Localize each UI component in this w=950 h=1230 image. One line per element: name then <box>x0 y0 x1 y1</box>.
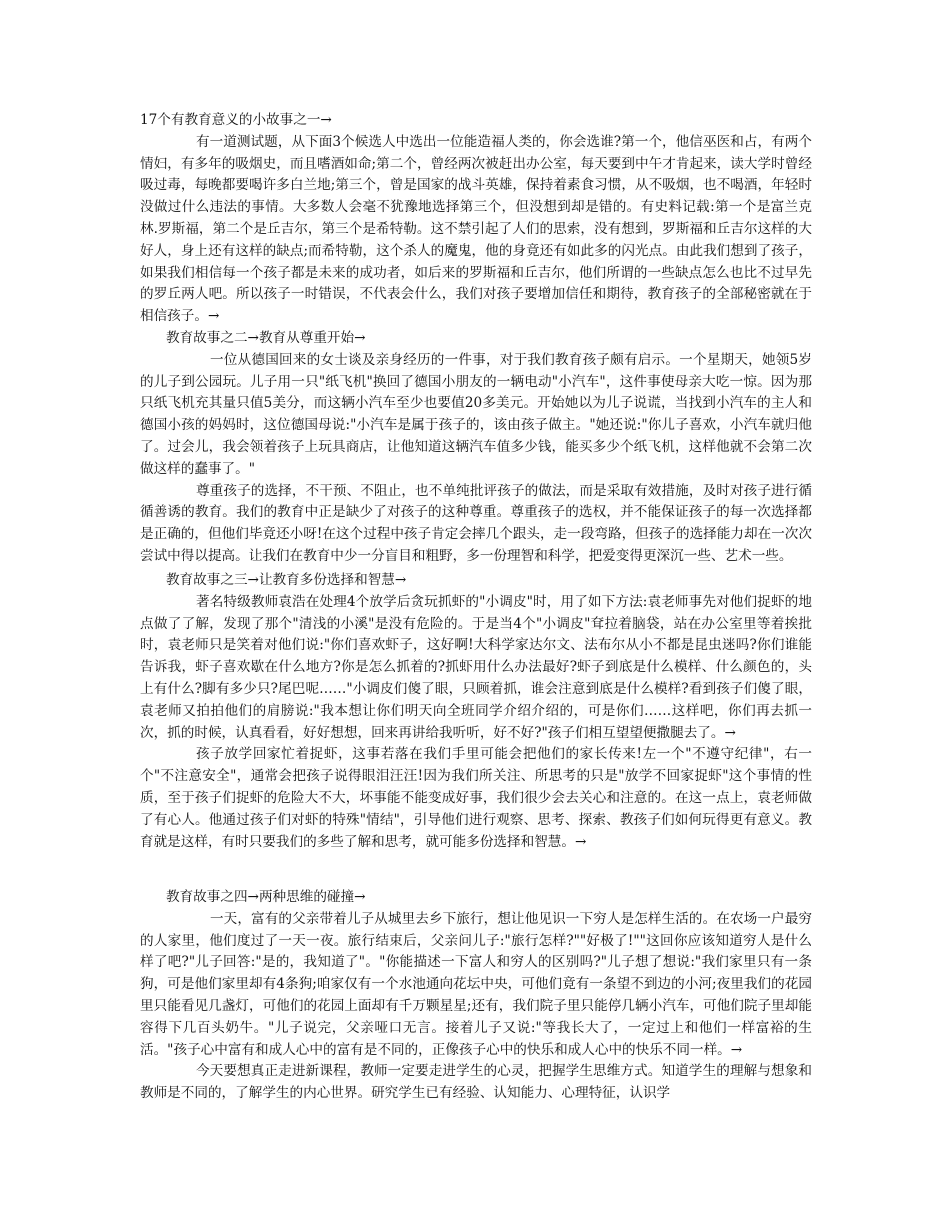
story-3-paragraph-1: 著名特级教师袁浩在处理4个放学后贪玩抓虾的"小调皮"时，用了如下方法:袁老师事先对他们捉虾的地点做了了解，发现了那个"清浅的小溪"是没有危险的。于是当4个"小调皮"耷拉着脑袋，站在办公室里等着挨批时，袁老师只是笑着对他们说:"你们喜欢虾子，这好啊!大科学家达尔文、法布尔从小不都是昆虫迷吗?你们谁能告诉我，虾子喜欢歇在什么地方?你是怎么抓着的?抓虾用什么办法最好?虾子到底是什么模样、什么颜色的，头上有什么?脚有多少只?尾巴呢……"小调皮们傻了眼，只顾着抓，谁会注意到底是什么模样?看到孩子们傻了眼，袁老师又拍拍他们的肩膀说:"我本想让你们明天向全班同学介绍介绍的，可是你们……这样吧，你们再去抓一次，抓的时候，认真看看，好好想想，回来再讲给我听听，好不好?"孩子们相互望望便撒腿去了。→ <box>140 593 812 741</box>
story-3 <box>140 570 812 853</box>
story-4-paragraph-1: 一天，富有的父亲带着儿子从城里去乡下旅行，想让他见识一下穷人是怎样生活的。在农场一户最穷的人家里，他们度过了一天一夜。旅行结束后，父亲问儿子:"旅行怎样?""好极了!""这回你应该知道穷人是什么样了吧?"儿子回答:"是的，我知道了"。"你能描述一下富人和穷人的区别吗?"儿子想了想说:"我们家里只有一条狗，可是他们家里却有4条狗;咱家仅有一个水池通向花坛中央，可他们竟有一条望不到边的小河;夜里我们的花园里只能看见几盏灯，可他们的花园上面却有千万颗星星;还有，我们院子里只能停几辆小汽车，可他们院子里却能容得下几百头奶牛。"儿子说完，父亲哑口无言。接着儿子又说:"等我长大了，一定过上和他们一样富裕的生活。"孩子心中富有和成人心中的富有是不同的，正像孩子心中的快乐和成人心中的快乐不同一样。→ <box>140 910 812 1058</box>
story-1-title: 17个有教育意义的小故事之一→ <box>140 112 332 128</box>
story-4-paragraph-2: 今天要想真正走进新课程，教师一定要走进学生的心灵，把握学生思维方式。知道学生的理解与想象和教师是不同的，了解学生的内心世界。研究学生已有经验、认知能力、心理特征，认识学 <box>140 1063 812 1102</box>
story-2-title: 教育故事之二→教育从尊重开始→ <box>166 330 366 346</box>
story-2-paragraph-1: 一位从德国回来的女士谈及亲身经历的一件事，对于我们教育孩子颇有启示。一个星期天，她领5岁的儿子到公园玩。儿子用一只"纸飞机"换回了德国小朋友的一辆电动"小汽车"，这件事使母亲大吃一惊。因为那只纸飞机充其量只值5美分，而这辆小汽车至少也要值20多美元。开始她以为儿子说谎，当找到小汽车的主人和德国小孩的妈妈时，这位德国母说:"小汽车是属于孩子的，该由孩子做主。"她还说:"你儿子喜欢，小汽车就归他了。过会儿，我会领着孩子上玩具商店，让他知道这辆汽车值多少钱，能买多少个纸飞机，这样他就不会第二次做这样的蠢事了。" <box>140 351 812 477</box>
story-4-title: 教育故事之四→两种思维的碰撞→ <box>166 889 366 905</box>
story-2 <box>140 328 812 568</box>
story-2-paragraph-2: 尊重孩子的选择，不干预、不阻止，也不单纯批评孩子的做法，而是采取有效措施，及时对孩子进行循循善诱的教育。我们的教育中正是缺少了对孩子的这种尊重。尊重孩子的选权，并不能保证孩子的每一次选择都是正确的，但他们毕竟还小呀!在这个过程中孩子肯定会摔几个跟头，走一段弯路，但孩子的选择能力却在一次次尝试中得以提高。让我们在教育中少一分盲目和粗野，多一份理智和科学，把爱变得更深沉一些、艺术一些。 <box>140 482 812 564</box>
story-3-paragraph-2: 孩子放学回家忙着捉虾，这事若落在我们手里可能会把他们的家长传来!左一个"不遵守纪律"，右一个"不注意安全"，通常会把孩子说得眼泪汪汪!因为我们所关注、所思考的只是"放学不回家捉虾"这个事情的性质，至于孩子们捉虾的危险大不大，坏事能不能变成好事，我们很少会去关心和注意的。在这一点上，袁老师做了有心人。他通过孩子们对虾的特殊"情结"，引导他们进行观察、思考、探索、教孩子们如何玩得更有意义。教育就是这样，有时只要我们的多些了解和思考，就可能多份选择和智慧。→ <box>140 746 812 850</box>
story-1-body: 有一道测试题，从下面3个候选人中选出一位能造福人类的，你会选谁?第一个，他信巫医和占，有两个情妇，有多年的吸烟史，而且嗜酒如命;第二个，曾经两次被赶出办公室，每天要到中午才肯起来，读大学时曾经吸过毒，每晚都要喝许多白兰地;第三个，曾是国家的战斗英雄，保持着素食习惯，从不吸烟，也不喝酒，年轻时没做过什么违法的事情。大多数人会毫不犹豫地选择第三个，但没想到却是错的。有史料记载:第一个是富兰克林.罗斯福，第二个是丘吉尔，第三个是希特勒。这不禁引起了人们的思索，没有想到，罗斯福和丘吉尔这样的大好人，身上还有这样的缺点;而希特勒，这个杀人的魔鬼，他的身竟还有如此多的闪光点。由此我们想到了孩子，如果我们相信每一个孩子都是未来的成功者，如后来的罗斯福和丘吉尔，他们所谓的一些缺点怎么也比不过早先的罗丘两人吧。所以孩子一时错误，不代表会什么，我们对孩子要增加信任和期待，教育孩子的全部秘密就在于相信孩子。→ <box>140 133 812 325</box>
story-3-title: 教育故事之三→让教育多份选择和智慧→ <box>166 572 407 588</box>
story-4 <box>140 887 812 1105</box>
story-1 <box>140 110 812 328</box>
